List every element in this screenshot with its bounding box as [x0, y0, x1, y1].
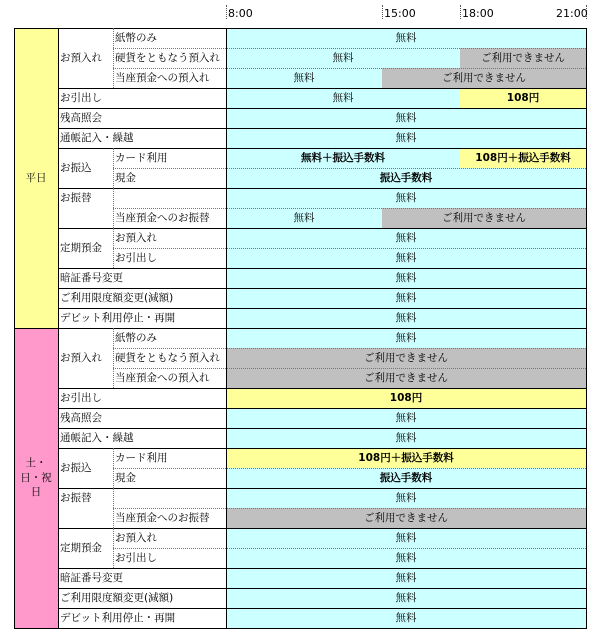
- grid-line: [113, 508, 586, 509]
- row-group-label: お振込: [58, 148, 113, 188]
- grid-line: [14, 28, 586, 29]
- fee-cell-available: 振込手数料: [226, 168, 586, 188]
- row-sub-label: 硬貨をともなう預入れ: [113, 48, 226, 68]
- row-sub-label: 当座預金への預入れ: [113, 68, 226, 88]
- fee-cell-available: 無料: [226, 128, 586, 148]
- fee-cell-available: 無料＋振込手数料: [226, 148, 460, 168]
- grid-line: [58, 288, 586, 289]
- timeline-tick-label: 15:00: [384, 7, 416, 20]
- row-group-label: お振込: [58, 448, 113, 488]
- grid-line: [58, 448, 586, 449]
- grid-line: [58, 228, 586, 229]
- fee-cell-unavailable: ご利用できません: [226, 348, 586, 368]
- fee-cell-available: 無料: [226, 88, 460, 108]
- fee-cell-unavailable: ご利用できません: [382, 208, 586, 228]
- grid-line: [113, 368, 586, 369]
- fee-cell-available: 無料: [226, 28, 586, 48]
- fee-cell-available: 無料: [226, 428, 586, 448]
- row-sub-label: 紙幣のみ: [113, 328, 226, 348]
- fee-cell-available: 振込手数料: [226, 468, 586, 488]
- timeline-tick-mark: [460, 5, 461, 19]
- grid-line: [58, 268, 586, 269]
- category-weekend: 土・日・祝日: [14, 328, 58, 628]
- fee-cell-fee: 108円＋振込手数料: [460, 148, 586, 168]
- row-group-label: 通帳記入・繰越: [58, 128, 226, 148]
- grid-line: [113, 328, 114, 388]
- grid-line: [113, 208, 586, 209]
- row-sub-label: カード利用: [113, 448, 226, 468]
- timeline-tick-mark: [226, 5, 227, 19]
- fee-cell-available: 無料: [226, 528, 586, 548]
- fee-cell-available: 無料: [226, 408, 586, 428]
- fee-cell-available: 無料: [226, 188, 586, 208]
- row-group-label: 暗証番号変更: [58, 268, 226, 288]
- row-group-label: 通帳記入・繰越: [58, 428, 226, 448]
- fee-cell-available: 無料: [226, 248, 586, 268]
- row-group-label: デビット利用停止・再開: [58, 308, 226, 328]
- fee-cell-available: 無料: [226, 588, 586, 608]
- row-group-label: ご利用限度額変更(減額): [58, 588, 226, 608]
- timeline-tick-label: 21:00: [556, 7, 588, 20]
- fee-cell-available: 無料: [226, 268, 586, 288]
- row-sub-label: お引出し: [113, 548, 226, 568]
- grid-line: [113, 168, 586, 169]
- grid-line: [113, 228, 114, 268]
- row-group-label: ご利用限度額変更(減額): [58, 288, 226, 308]
- row-group-label: お振替: [58, 488, 113, 528]
- grid-line: [113, 528, 114, 568]
- fee-cell-unavailable: ご利用できません: [382, 68, 586, 88]
- fee-cell-available: 無料: [226, 48, 460, 68]
- grid-line: [113, 48, 586, 49]
- category-weekday: 平日: [14, 28, 58, 328]
- row-sub-label: 紙幣のみ: [113, 28, 226, 48]
- fee-cell-unavailable: ご利用できません: [460, 48, 586, 68]
- fee-cell-available: 無料: [226, 68, 382, 88]
- grid-line: [58, 528, 586, 529]
- grid-line: [14, 628, 586, 629]
- row-group-label: お振替: [58, 188, 113, 228]
- grid-line: [14, 328, 586, 329]
- grid-line: [58, 148, 586, 149]
- grid-line: [113, 348, 586, 349]
- grid-line: [113, 248, 586, 249]
- grid-line: [58, 428, 586, 429]
- row-sub-label: お預入れ: [113, 528, 226, 548]
- row-sub-label: お預入れ: [113, 228, 226, 248]
- fee-cell-available: 無料: [226, 568, 586, 588]
- row-sub-label: 当座預金への預入れ: [113, 368, 226, 388]
- fee-cell-available: 無料: [226, 328, 586, 348]
- grid-line: [58, 568, 586, 569]
- fee-cell-available: 無料: [226, 608, 586, 628]
- grid-line: [113, 28, 114, 88]
- fee-cell-available: 無料: [226, 208, 382, 228]
- row-group-label: 定期預金: [58, 228, 113, 268]
- row-sub-label: お引出し: [113, 248, 226, 268]
- grid-line: [113, 188, 114, 228]
- fee-cell-available: 無料: [226, 548, 586, 568]
- grid-line: [113, 448, 114, 488]
- fee-cell-available: 無料: [226, 488, 586, 508]
- fee-cell-available: 無料: [226, 108, 586, 128]
- grid-line: [113, 548, 586, 549]
- grid-line: [58, 608, 586, 609]
- grid-line: [58, 488, 586, 489]
- row-group-label: 残高照会: [58, 108, 226, 128]
- row-sub-label: 現金: [113, 468, 226, 488]
- grid-line: [58, 88, 586, 89]
- fee-cell-fee: 108円: [226, 388, 586, 408]
- timeline-tick-label: 18:00: [462, 7, 494, 20]
- row-group-label: お引出し: [58, 388, 226, 408]
- row-group-label: 残高照会: [58, 408, 226, 428]
- row-sub-label: 現金: [113, 168, 226, 188]
- row-group-label: お預入れ: [58, 328, 113, 388]
- fee-cell-unavailable: ご利用できません: [226, 368, 586, 388]
- row-group-label: お預入れ: [58, 28, 113, 88]
- fee-cell-available: 無料: [226, 308, 586, 328]
- fee-cell-fee: 108円: [460, 88, 586, 108]
- row-group-label: デビット利用停止・再開: [58, 608, 226, 628]
- grid-line: [113, 468, 586, 469]
- grid-line: [58, 408, 586, 409]
- fee-cell-fee: 108円＋振込手数料: [226, 448, 586, 468]
- row-sub-label: 当座預金へのお振替: [113, 508, 226, 528]
- row-group-label: 定期預金: [58, 528, 113, 568]
- grid-line: [58, 388, 586, 389]
- fee-cell-unavailable: ご利用できません: [226, 508, 586, 528]
- row-sub-label: 硬貨をともなう預入れ: [113, 348, 226, 368]
- timeline-tick-label: 8:00: [228, 7, 253, 20]
- timeline-tick-mark: [382, 5, 383, 19]
- fee-cell-available: 無料: [226, 228, 586, 248]
- row-group-label: お引出し: [58, 88, 226, 108]
- fee-cell-available: 無料: [226, 288, 586, 308]
- grid-line: [113, 488, 114, 528]
- grid-line: [113, 148, 114, 188]
- row-sub-label: カード利用: [113, 148, 226, 168]
- grid-line: [586, 28, 587, 629]
- grid-line: [58, 588, 586, 589]
- row-sub-label: 当座預金へのお振替: [113, 208, 226, 228]
- grid-line: [58, 128, 586, 129]
- grid-line: [113, 68, 586, 69]
- row-group-label: 暗証番号変更: [58, 568, 226, 588]
- grid-line: [58, 108, 586, 109]
- grid-line: [58, 188, 586, 189]
- grid-line: [58, 308, 586, 309]
